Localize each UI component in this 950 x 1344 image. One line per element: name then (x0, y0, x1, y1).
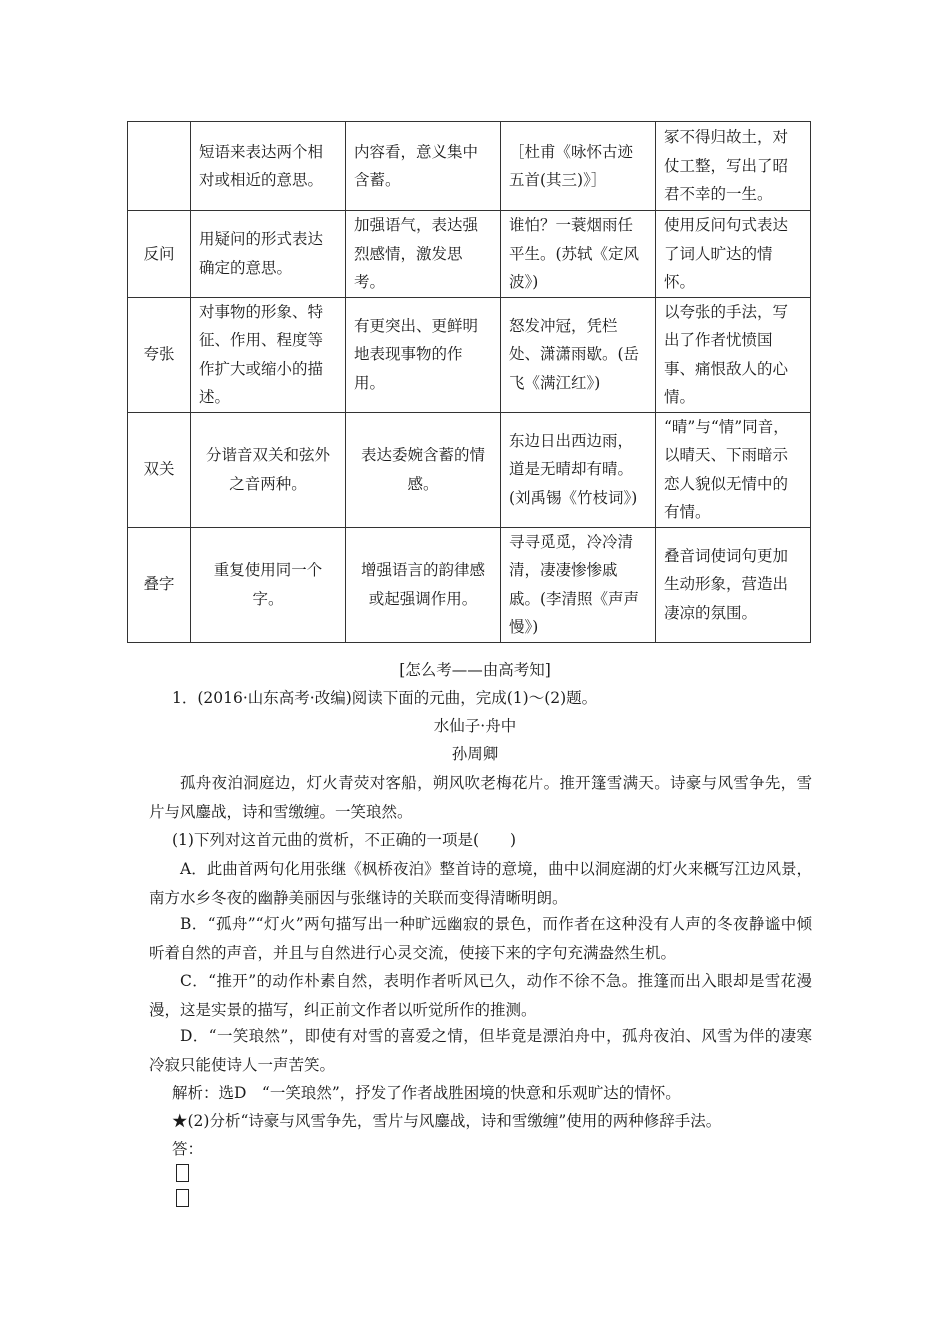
answer-label: 答： (172, 1140, 204, 1158)
analysis-cell: 冢不得归故土，对仗工整，写出了昭君不幸的一生。 (656, 122, 811, 211)
question-intro: 1．(2016·山东高考·改编)阅读下面的元曲，完成(1)～(2)题。 (172, 689, 598, 707)
poem-author: 孙周卿 (451, 745, 499, 763)
table-row (128, 211, 811, 298)
poem-title: 水仙子·舟中 (433, 717, 517, 735)
option-b: B．“孤舟”“灯火”两句描写出一种旷远幽寂的景色，而作者在这种没有人声的冬夜静谧中倾听着自然的声音，并且与自然进行心灵交流，使接下来的字句充满盎然生机。 (149, 915, 812, 962)
analysis-cell: 以夸张的手法，写出了作者忧愤国事、痛恨敌人的心情。 (656, 297, 811, 412)
definition-cell: 用疑问的形式表达确定的意思。 (191, 211, 346, 298)
device-name: 双关 (128, 412, 191, 527)
answer-blank-box[interactable] (176, 1164, 189, 1182)
rhetoric-table (127, 121, 811, 643)
answer-blank-box[interactable] (176, 1189, 189, 1207)
device-name: 叠字 (128, 527, 191, 642)
option-a: A．此曲首两句化用张继《枫桥夜泊》整首诗的意境，曲中以洞庭湖的灯火来概写江边风景，南方水乡冬夜的幽静美丽因与张继诗的关联而变得清晰明朗。 (149, 860, 812, 907)
example-cell: 谁怕？一蓑烟雨任平生。(苏轼《定风波》) (501, 211, 656, 298)
analysis-cell: 使用反问句式表达了词人旷达的情怀。 (656, 211, 811, 298)
effect-cell: 表达委婉含蓄的情感。 (346, 412, 501, 527)
definition-cell: 短语来表达两个相对或相近的意思。 (191, 122, 346, 211)
example-cell: 怒发冲冠，凭栏处、潇潇雨歇。(岳飞《满江红》) (501, 297, 656, 412)
effect-cell: 有更突出、更鲜明地表现事物的作用。 (346, 297, 501, 412)
definition-cell: 分谐音双关和弦外之音两种。 (191, 412, 346, 527)
section-title: [怎么考——由高考知] (399, 661, 551, 679)
definition-cell: 对事物的形象、特征、作用、程度等作扩大或缩小的描述。 (191, 297, 346, 412)
example-cell: ［杜甫《咏怀古迹五首(其三)》］ (501, 122, 656, 211)
effect-cell: 增强语言的韵律感或起强调作用。 (346, 527, 501, 642)
q2-stem: ★(2)分析“诗豪与风雪争先，雪片与风鏖战，诗和雪缴缠”使用的两种修辞手法。 (172, 1112, 722, 1130)
device-name: 夸张 (128, 297, 191, 412)
effect-cell: 加强语气，表达强烈感情，激发思考。 (346, 211, 501, 298)
poem-text: 孤舟夜泊洞庭边，灯火青荧对客船，朔风吹老梅花片。推开篷雪满天。诗豪与风雪争先，雪片与风鏖战，诗和雪缴缠。一笑琅然。 (149, 774, 812, 821)
analysis-cell: “晴”与“情”同音，以晴天、下雨暗示恋人貌似无情中的有情。 (656, 412, 811, 527)
example-cell: 寻寻觅觅，冷冷清清，凄凄惨惨戚戚。(李清照《声声慢》) (501, 527, 656, 642)
example-cell: 东边日出西边雨，道是无晴却有晴。(刘禹锡《竹枝词》) (501, 412, 656, 527)
table-row (128, 297, 811, 412)
table-row (128, 412, 811, 527)
table-row (128, 122, 811, 211)
device-name: 反问 (128, 211, 191, 298)
device-name (128, 122, 191, 211)
q1-stem: (1)下列对这首元曲的赏析，不正确的一项是( ) (172, 831, 517, 849)
analysis-cell: 叠音词使词句更加生动形象，营造出凄凉的氛围。 (656, 527, 811, 642)
q1-analysis: 解析：选D “一笑琅然”，抒发了作者战胜困境的快意和乐观旷达的情怀。 (172, 1084, 681, 1102)
definition-cell: 重复使用同一个字。 (191, 527, 346, 642)
option-d: D．“一笑琅然”，即使有对雪的喜爱之情，但毕竟是漂泊舟中，孤舟夜泊、风雪为伴的凄寒冷寂只能使诗人一声苦笑。 (149, 1027, 812, 1074)
table-row (128, 527, 811, 642)
effect-cell: 内容看，意义集中含蓄。 (346, 122, 501, 211)
option-c: C．“推开”的动作朴素自然，表明作者听风已久，动作不徐不急。推篷而出入眼却是雪花漫漫，这是实景的描写，纠正前文作者以听觉所作的推测。 (149, 972, 812, 1019)
